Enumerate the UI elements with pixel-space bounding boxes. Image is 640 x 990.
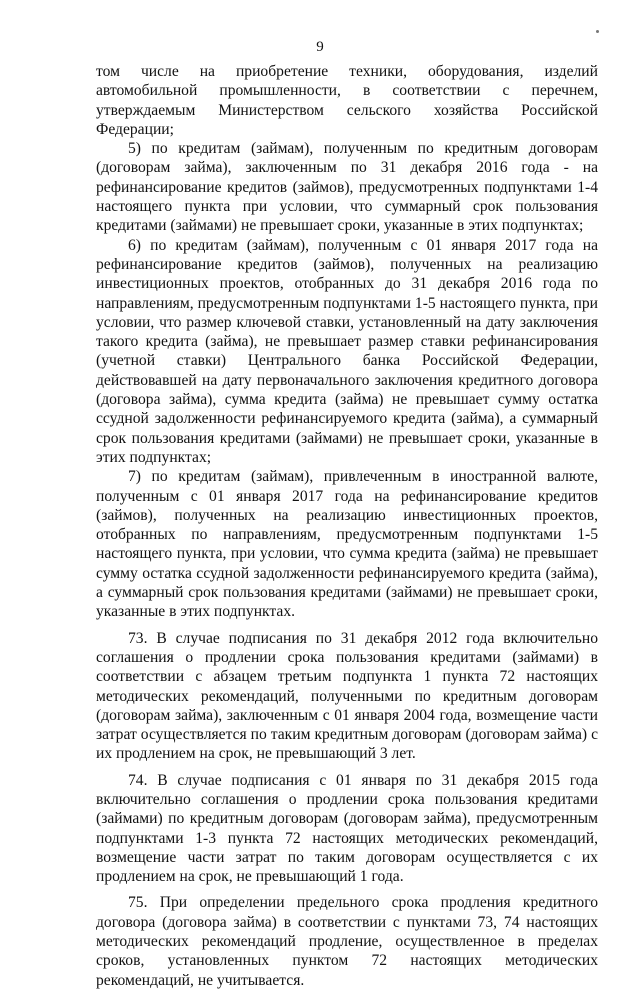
paragraph-point-73: 73. В случае подписания по 31 декабря 2012 года включительно соглашения о продлении срока пользования кредитами (займами) в соответствии с абзацем третьим подпункта 1 пункта 72 настоящих методических рекомендаций, полученными по кредитным договорам (договорам займа), заключенным с 01 января 2004 года, возмещение части затрат осуществляется по таким кредитным договорам (договорам займа) с их продлением на срок, не превышающий 3 лет. <box>96 629 598 763</box>
paragraph-item-7: 7) по кредитам (займам), привлеченным в иностранной валюте, полученным с 01 января 2017 года на рефинансирование кредитов (займов), полученных на реализацию инвестиционных проектов, отобранных по направлениям, предусмотренным подпунктами 1-5 настоящего пункта, при условии, что сумма кредита (займа) не превышает сумму остатка ссудной задолженности рефинансируемого кредита (займа), а суммарный срок пользования кредитами (займами) не превышает сроки, указанные в этих подпунктах. <box>96 468 598 621</box>
paragraph-item-6: 6) по кредитам (займам), полученным с 01 января 2017 года на рефинансирование кредитов (займов), полученных на реализацию инвестиционных проектов, отобранных до 31 декабря 2016 года по направлениям, предусмотренным подпунктами 1-5 настоящего пункта, при условии, что размер ключевой ставки, установленный на дату заключения такого кредита (займа), не превышает размер ставки рефинансирования (учетной ставки) Центрального банка Российской Федерации, действовавшей на дату первоначального заключения кредитного договора (договора займа), сумма кредита (займа) не превышает сумму остатка ссудной задолженности рефинансируемого кредита (займа), а суммарный срок пользования кредитами (займами) не превышает сроки, указанные в этих подпунктах; <box>96 236 598 466</box>
paragraph-point-75: 75. При определении предельного срока продления кредитного договора (договора займа) в соответствии с пунктами 73, 74 настоящих методических рекомендаций продление, осуществленное в пределах сроков, установленных пунктом 72 настоящих методических рекомендаций, не учитывается. <box>96 894 598 989</box>
paragraph-item-5: 5) по кредитам (займам), полученным по кредитным договорам (договорам займа), заключенным по 31 декабря 2016 года - на рефинансирование кредитов (займов), предусмотренных подпунктами 1-4 настоящего пункта при условии, что суммарный срок пользования кредитами (займами) не превышает сроки, указанные в этих подпунктах; <box>96 140 598 235</box>
paragraph-point-74: 74. В случае подписания с 01 января по 31 декабря 2015 года включительно соглашения о продлении срока пользования кредитами (займами) по кредитным договорам (договорам займа), предусмотренным подпунктами 1-3 пункта 72 настоящих методических рекомендаций, возмещение части затрат по таким договорам осуществляется с их продлением на срок, не превышающий 1 года. <box>96 771 598 886</box>
scan-speck <box>596 30 599 33</box>
document-body <box>96 62 598 990</box>
paragraph-continuation: том числе на приобретение техники, оборудования, изделий автомобильной промышленности, в соответствии с перечнем, утверждаемым Министерством сельского хозяйства Российской Федерации; <box>96 63 598 138</box>
page-number: 9 <box>316 39 324 55</box>
